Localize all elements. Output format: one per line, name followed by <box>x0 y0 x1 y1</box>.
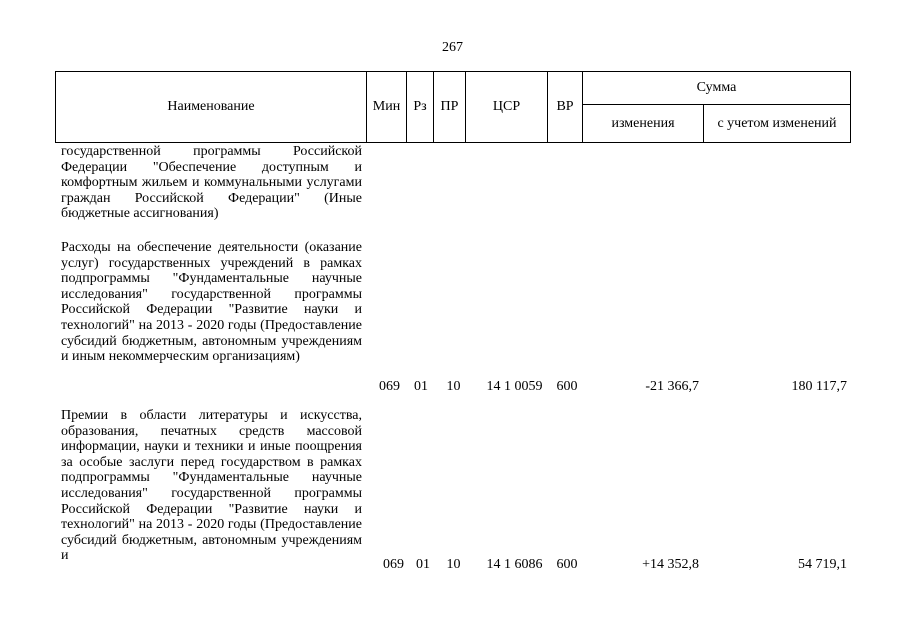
header-right-border <box>850 71 851 143</box>
cell-vr: 600 <box>556 379 578 394</box>
row-name: Премии в области литературы и искусства, образования, печатных средств массовой информации, науки и техники и иные поощрения за особые заслуги перед государством в рамках подпрограммы "Фундаментальные научные исследования" государственной программы Российской Федерации "Развитие науки и технологий" на 2013 - 2020 годы (Предоставление субсидий бюджетным, автономным учреждениям и <box>61 408 362 564</box>
cell-csr: 14 1 0059 <box>486 379 543 394</box>
header-vr: ВР <box>556 99 574 114</box>
table-header <box>55 71 851 143</box>
header-min: Мин <box>372 99 401 114</box>
row-name: Расходы на обеспечение деятельности (оказание услуг) государственных учреждений в рамках подпрограммы "Фундаментальные научные исследования" государственной программы Российской Федерации "Развитие науки и технологий" на 2013 - 2020 годы (Предоставление субсидий бюджетным, автономным учреждениям и иным некоммерческим организациям) <box>61 240 362 365</box>
row-name: государственной программы Российской Федерации "Обеспечение доступным и комфортным жильем и коммунальными услугами граждан Российской Федерации" (Иные бюджетные ассигнования) <box>61 144 362 222</box>
cell-rz: 01 <box>416 557 430 572</box>
cell-total: 54 719,1 <box>798 557 847 572</box>
cell-min: 069 <box>383 557 404 572</box>
header-with-change: с учетом изменений <box>717 116 837 131</box>
cell-vr: 600 <box>556 557 578 572</box>
cell-min: 069 <box>379 379 400 394</box>
header-change: изменения <box>611 116 675 131</box>
header-bottom-border <box>55 142 851 143</box>
cell-change: +14 352,8 <box>642 557 699 572</box>
header-sum: Сумма <box>696 80 737 95</box>
cell-pr: 10 <box>446 557 461 572</box>
header-csr: ЦСР <box>492 99 521 114</box>
cell-csr: 14 1 6086 <box>486 557 543 572</box>
header-rz: Рз <box>413 99 427 114</box>
cell-change: -21 366,7 <box>645 379 699 394</box>
cell-pr: 10 <box>446 379 461 394</box>
page-number: 267 <box>442 40 463 55</box>
cell-rz: 01 <box>414 379 428 394</box>
header-name: Наименование <box>167 99 255 114</box>
cell-total: 180 117,7 <box>791 379 847 394</box>
header-pr: ПР <box>440 99 459 114</box>
